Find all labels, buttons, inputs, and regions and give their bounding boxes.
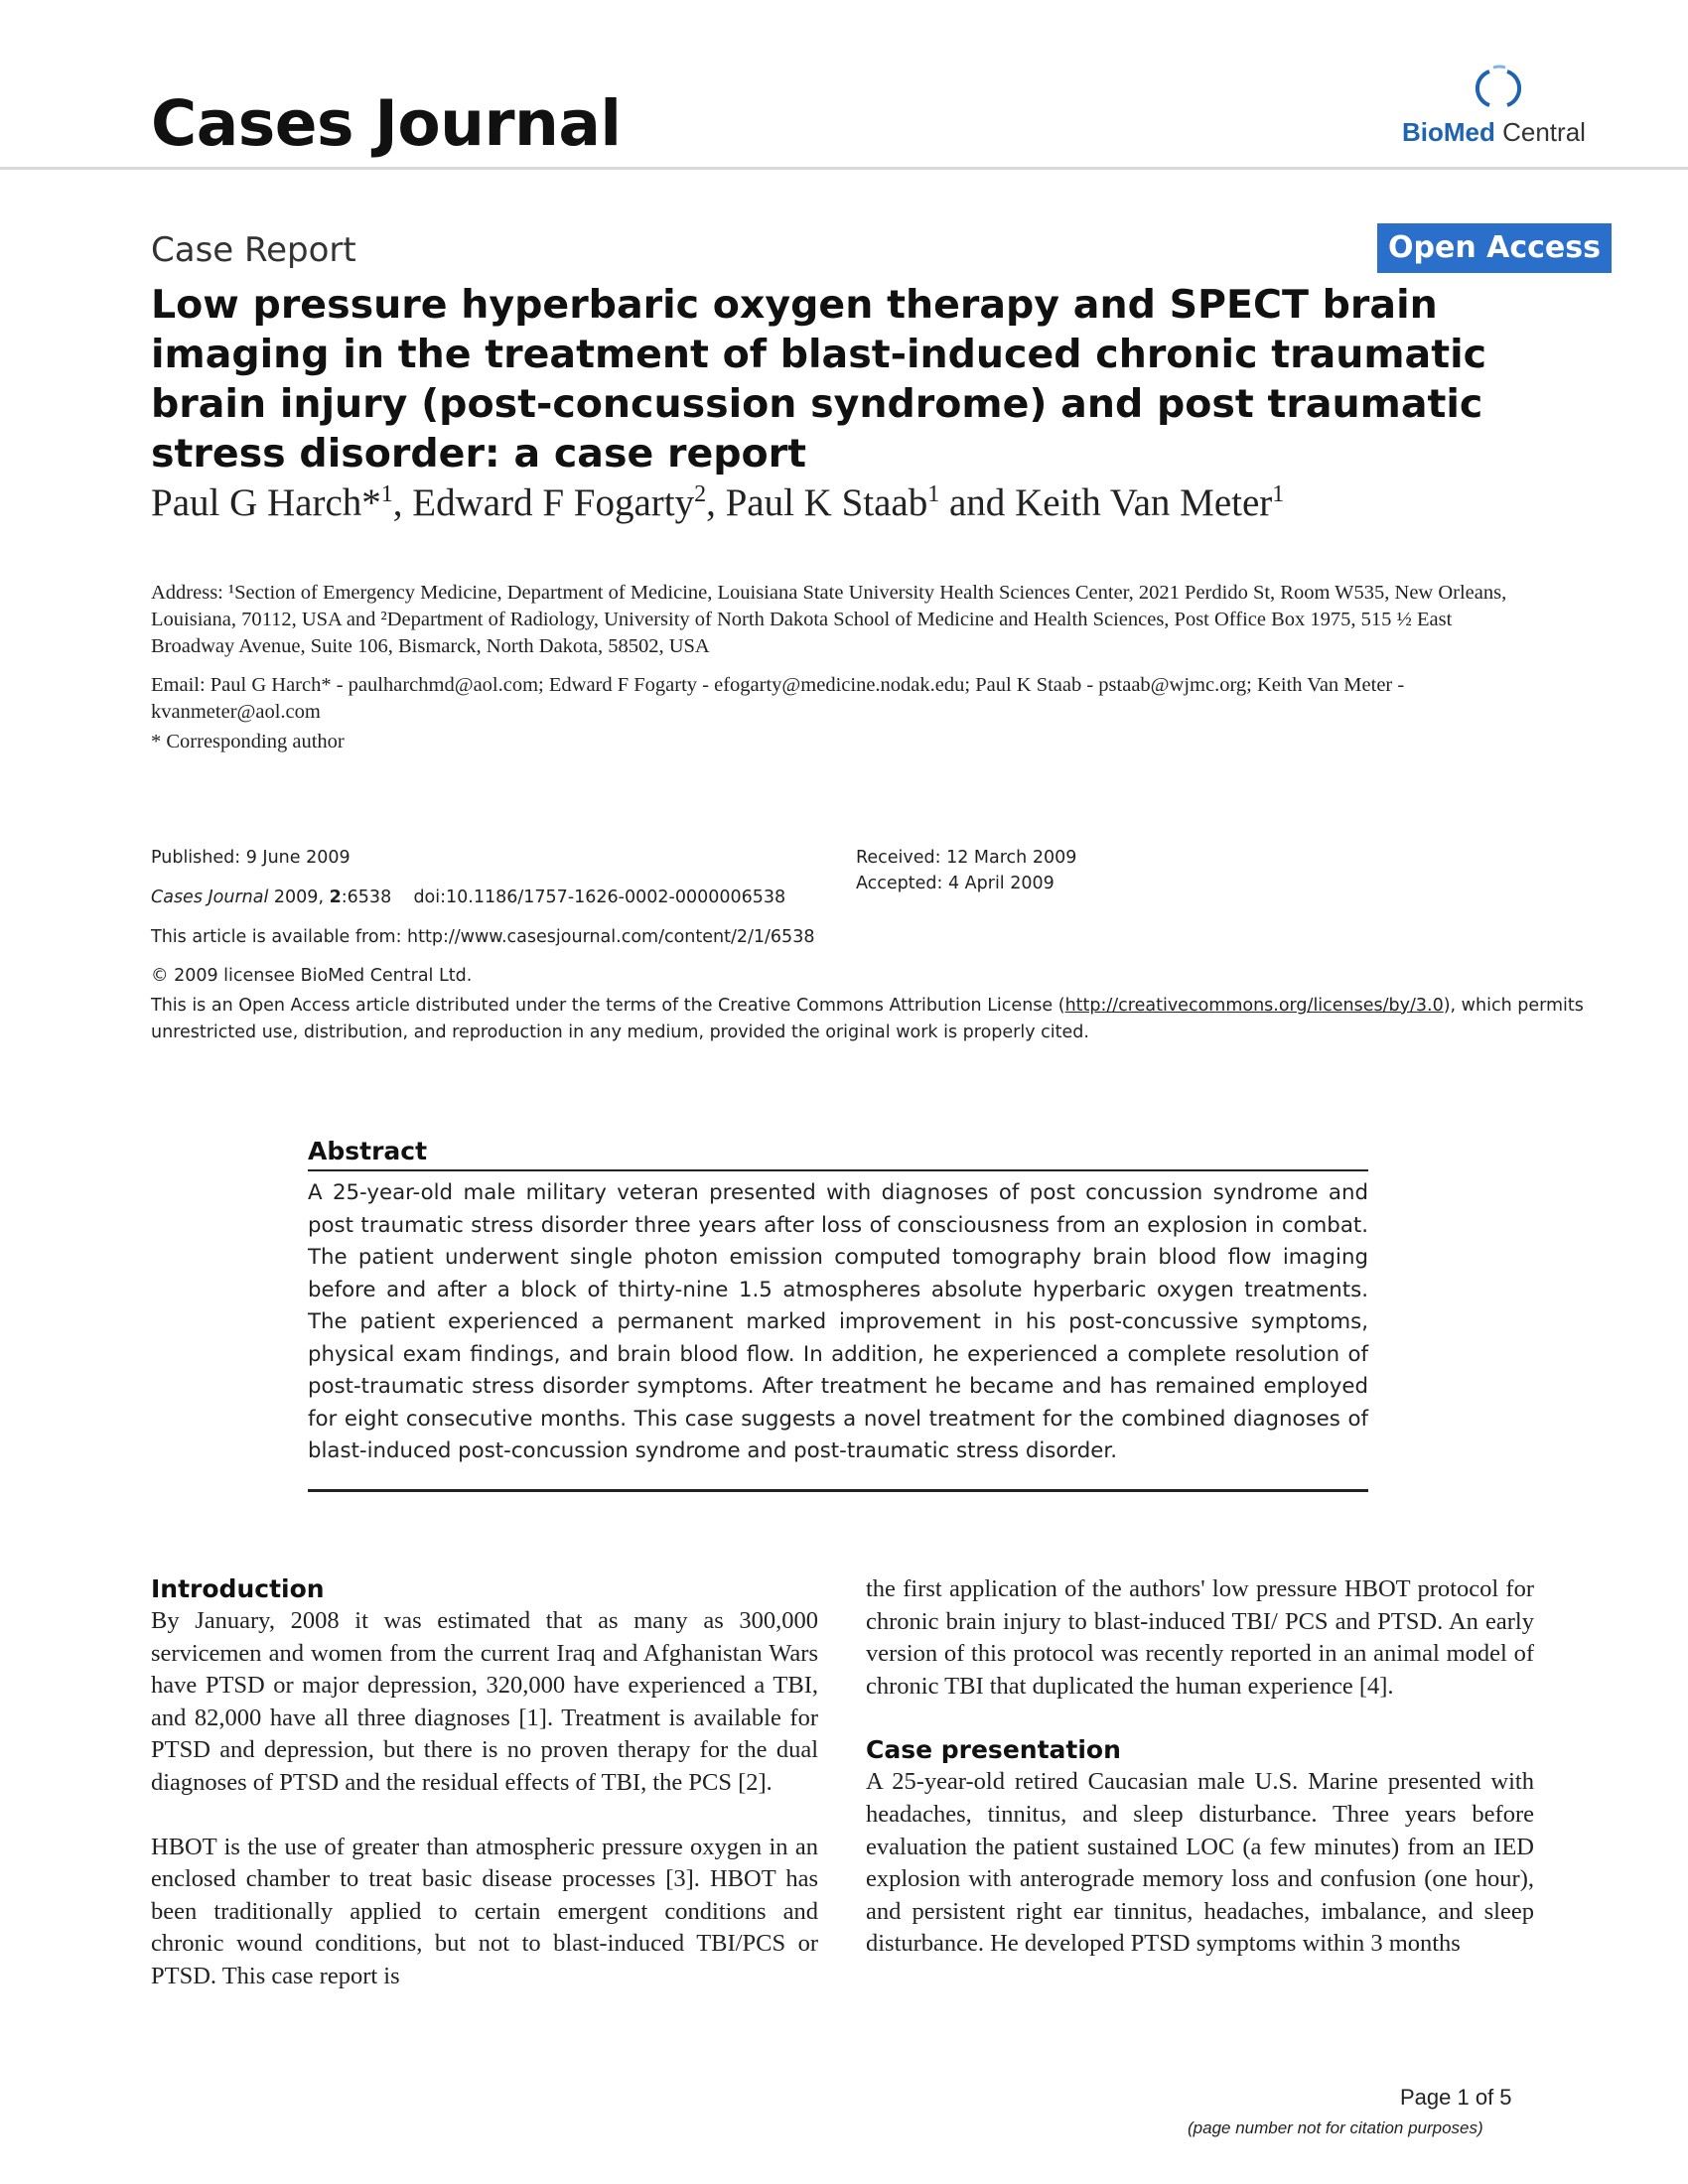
- introduction-paragraph: By January, 2008 it was estimated that as many as 300,000 servicemen and women from the current Iraq and Afghanistan Wars have PTSD or major depression, 320,000 have experienced a TBI, and 82,000 have all three diagnoses [1]. Treatment is available for PTSD and depression, but there is no proven therapy for the dual diagnoses of PTSD and the residual effects of TBI, the PCS [2].: [151, 1607, 818, 1796]
- author-name: Keith Van Meter: [1015, 481, 1273, 524]
- license-link[interactable]: http://creativecommons.org/licenses/by/3.0: [1064, 996, 1444, 1016]
- header-divider: [0, 167, 1688, 170]
- article-title: Low pressure hyperbaric oxygen therapy and SPECT brain imaging in the treatment of blast-induced chronic traumatic brain injury (post-concussion syndrome) and post traumatic stress disorder: a case report: [151, 282, 1487, 477]
- citation-line: [151, 887, 785, 907]
- author-affiliation-marker: 1: [380, 481, 393, 507]
- body-column-left: [151, 1573, 818, 1993]
- published-date: Published: 9 June 2009: [151, 848, 351, 868]
- introduction-paragraph-continued: the first application of the authors' low pressure HBOT protocol for chronic brain injury to blast-induced TBI/ PCS and PTSD. An early version of this protocol was recently reported in an animal model of chronic TBI that duplicated the human experience [4].: [866, 1575, 1534, 1700]
- copyright-notice: © 2009 licensee BioMed Central Ltd.: [151, 966, 473, 986]
- author-affiliation-marker: 1: [1272, 481, 1285, 507]
- author-affiliation-marker: 1: [927, 481, 940, 507]
- author-separator: ,: [392, 481, 413, 524]
- case-presentation-heading: Case presentation: [866, 1735, 1121, 1765]
- abstract-text: A 25-year-old male military veteran presented with diagnoses of post concussion syndrome and post traumatic stress disorder three years after loss of consciousness from an explosion in combat. The patient underwent single photon emission computed tomography brain blood flow imaging before and after a block of thirty-nine 1.5 atmospheres absolute hyperbaric oxygen treatments. The patient experienced a permanent marked improvement in his post-concussive symptoms, physical exam findings, and brain blood flow. In addition, he experienced a complete resolution of post-traumatic stress disorder symptoms. After treatment he became and has remained employed for eight consecutive months. This case suggests a novel treatment for the combined diagnoses of blast-induced post-concussion syndrome and post-traumatic stress disorder.: [308, 1180, 1368, 1463]
- abstract-section: [308, 1137, 1368, 1468]
- author-separator: and: [939, 481, 1016, 524]
- author-name: Paul G Harch*: [151, 481, 381, 524]
- biomed-central-ring-icon: [1476, 64, 1521, 113]
- introduction-heading: Introduction: [151, 1574, 325, 1603]
- article-type: Case Report: [151, 230, 356, 270]
- paragraph-gap: [151, 1800, 818, 1832]
- author-emails: Email: Paul G Harch* - paulharchmd@aol.com; Edward F Fogarty - efogarty@medicine.nodak.edu; Paul K Staab - pstaab@wjmc.org; Keith Van Meter - kvanmeter@aol.com: [151, 674, 1405, 723]
- citation-volume: 2: [329, 887, 342, 907]
- corresponding-author-note: * Corresponding author: [151, 731, 345, 752]
- author-name: Paul K Staab: [725, 481, 928, 524]
- publisher-name-bio: BioMed: [1402, 117, 1495, 147]
- license-text-pre: This is an Open Access article distributed under the terms of the Creative Commons Attribution License (: [151, 996, 1065, 1016]
- author-name: Edward F Fogarty: [412, 481, 695, 524]
- publisher-name: [1402, 117, 1586, 148]
- page-number-note: (page number not for citation purposes): [1188, 2118, 1483, 2137]
- citation-journal: Cases Journal: [151, 887, 269, 907]
- author-address: Address: ¹Section of Emergency Medicine, Department of Medicine, Louisiana State University Health Sciences Center, 2021 Perdido St, Room W535, New Orleans, Louisiana, 70112, USA and ²Department of Radiology, University of North Dakota School of Medicine and Health Sciences, Post Office Box 1975, 515 ½ East Broadway Avenue, Suite 106, Bismarck, North Dakota, 58502, USA: [151, 582, 1507, 657]
- abstract-top-divider: [308, 1169, 1368, 1171]
- introduction-paragraph: HBOT is the use of greater than atmospheric pressure oxygen in an enclosed chamber to treat basic disease processes [3]. HBOT has been traditionally applied to certain emergent conditions and chronic wound conditions, but not to blast-induced TBI/PCS or PTSD. This case report is: [151, 1833, 818, 1989]
- journal-title: Cases Journal: [151, 87, 622, 160]
- accepted-date: Accepted: 4 April 2009: [856, 874, 1055, 893]
- body-column-right: [866, 1573, 1534, 1961]
- case-presentation-paragraph: A 25-year-old retired Caucasian male U.S. Marine presented with headaches, tinnitus, and sleep disturbance. Three years before evaluation the patient sustained LOC (a few minutes) from an IED explosion with anterograde memory loss and confusion (one hour), and persistent right ear tinnitus, headaches, imbalance, and sleep disturbance. He developed PTSD symptoms within 3 months: [866, 1768, 1534, 1958]
- publisher-name-central: Central: [1494, 117, 1586, 147]
- paragraph-gap: [866, 1703, 1534, 1734]
- author-list: [151, 480, 1284, 525]
- author-affiliation-marker: 2: [694, 481, 707, 507]
- citation-year: 2009,: [268, 887, 330, 907]
- page-number: Page 1 of 5: [1400, 2085, 1512, 2110]
- author-separator: ,: [706, 481, 726, 524]
- license-notice: [151, 993, 1591, 1046]
- received-date: Received: 12 March 2009: [856, 848, 1077, 868]
- abstract-heading: Abstract: [308, 1137, 428, 1165]
- license-text-post: ), which permits unrestricted use, distribution, and reproduction in any medium, provided the original work is properly cited.: [151, 996, 1584, 1042]
- abstract-bottom-divider: [308, 1489, 1368, 1492]
- publisher-logo[interactable]: [1402, 64, 1591, 153]
- article-url[interactable]: This article is available from: http://www.casesjournal.com/content/2/1/6538: [151, 927, 815, 947]
- citation-doi: :6538 doi:10.1186/1757-1626-0002-0000006538: [341, 887, 786, 907]
- open-access-badge: Open Access: [1377, 223, 1612, 273]
